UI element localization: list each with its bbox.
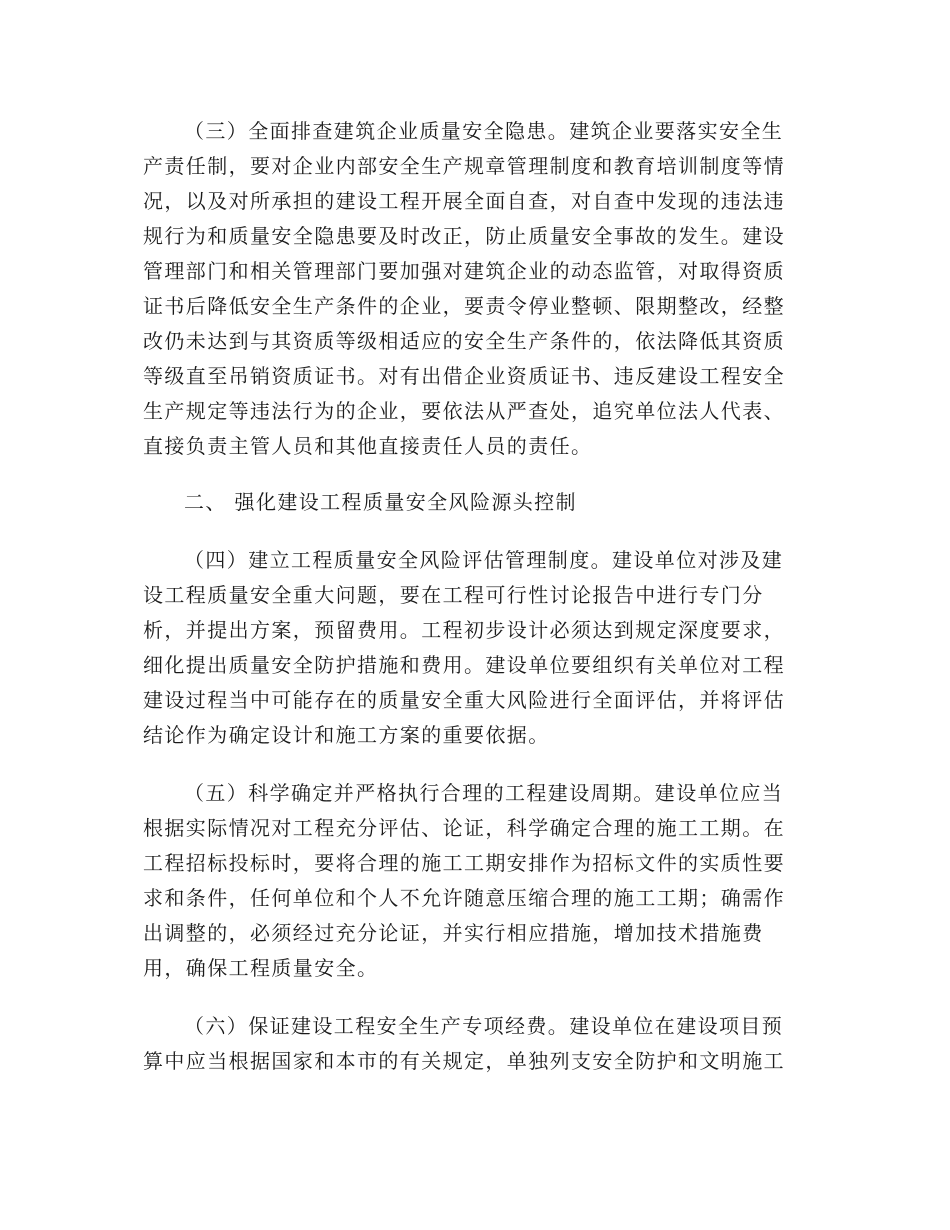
paragraph-line: 产责任制，要对企业内部安全生产规章管理制度和教育培训制度等情 — [143, 154, 785, 178]
paragraph-line: （三）全面排查建筑企业质量安全隐患。建筑企业要落实安全生 — [184, 119, 784, 143]
paragraph-line: 求和条件，任何单位和个人不允许随意压缩合理的施工工期；确需作 — [143, 886, 785, 910]
paragraph-line: 出调整的，必须经过充分论证，并实行相应措施，增加技术措施费 — [143, 921, 764, 945]
paragraph-line: 结论作为确定设计和施工方案的重要依据。 — [143, 723, 550, 747]
paragraph-line: 算中应当根据国家和本市的有关规定，单独列支安全防护和文明施工 — [143, 1049, 785, 1073]
paragraph-line: 析，并提出方案，预留费用。工程初步设计必须达到规定深度要求， — [143, 618, 785, 642]
paragraph-line: 证书后降低安全生产条件的企业，要责令停业整顿、限期整改，经整 — [143, 294, 785, 318]
paragraph-line: 工程招标投标时，要将合理的施工工期安排作为招标文件的实质性要 — [143, 851, 785, 875]
paragraph-line: 用，确保工程质量安全。 — [143, 956, 379, 980]
paragraph-line: （四）建立工程质量安全风险评估管理制度。建设单位对涉及建 — [184, 548, 784, 572]
paragraph-line: 设工程质量安全重大问题，要在工程可行性讨论报告中进行专门分 — [143, 583, 764, 607]
paragraph-line: （五）科学确定并严格执行合理的工程建设周期。建设单位应当 — [184, 781, 784, 805]
paragraph-line: （六）保证建设工程安全生产专项经费。建设单位在建设项目预 — [184, 1014, 784, 1038]
paragraph-line: 细化提出质量安全防护措施和费用。建设单位要组织有关单位对工程 — [143, 653, 785, 677]
paragraph-line: 管理部门和相关管理部门要加强对建筑企业的动态监管，对取得资质 — [143, 259, 785, 283]
section-heading: 二、 强化建设工程质量安全风险源头控制 — [184, 490, 577, 514]
paragraph-line: 根据实际情况对工程充分评估、论证，科学确定合理的施工工期。在 — [143, 816, 785, 840]
paragraph-line: 建设过程当中可能存在的质量安全重大风险进行全面评估，并将评估 — [143, 688, 785, 712]
paragraph-line: 改仍未达到与其资质等级相适应的安全生产条件的，依法降低其资质 — [143, 329, 785, 353]
paragraph-line: 直接负责主管人员和其他直接责任人员的责任。 — [143, 434, 593, 458]
paragraph-line: 等级直至吊销资质证书。对有出借企业资质证书、违反建设工程安全 — [143, 364, 785, 388]
paragraph-line: 规行为和质量安全隐患要及时改正，防止质量安全事故的发生。建设 — [143, 224, 785, 248]
paragraph-line: 况，以及对所承担的建设工程开展全面自查，对自查中发现的违法违 — [143, 189, 785, 213]
paragraph-line: 生产规定等违法行为的企业，要依法从严查处，追究单位法人代表、 — [143, 399, 785, 423]
